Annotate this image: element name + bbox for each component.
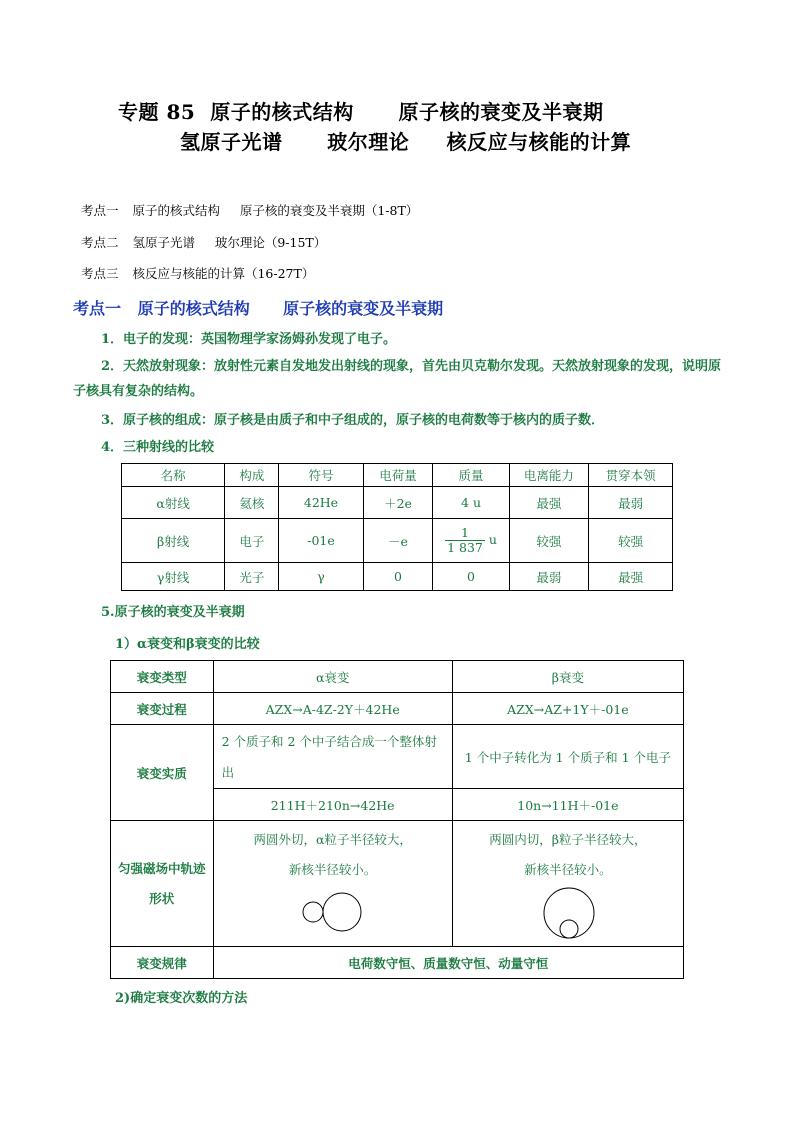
- row-label: 衰变过程: [111, 693, 214, 725]
- toc-item-3: [73, 249, 314, 282]
- table-cell: 0: [433, 563, 509, 591]
- header-cell: 电荷量: [363, 464, 433, 487]
- table-row: [111, 947, 684, 979]
- external-tangent-circles-icon: [288, 887, 378, 935]
- title-line-2: 氢原子光谱 玻尔理论 核反应与核能的计算: [180, 130, 632, 154]
- header-cell: 符号: [279, 464, 363, 487]
- decay-law: 电荷数守恒、质量数守恒、动量守恒: [213, 947, 683, 979]
- alpha-process: AZX→A-4Z-2Y＋42He: [213, 693, 452, 725]
- section-heading: 考点一 原子的核式结构 原子核的衰变及半衰期: [73, 299, 444, 318]
- paragraph-3: 3．原子核的组成：原子核是由质子和中子组成的，原子核的电荷数等于核内的质子数．: [101, 413, 605, 428]
- beta-essence: 1 个中子转化为 1 个质子和 1 个电子: [452, 725, 683, 789]
- table-cell: 4 u: [433, 487, 509, 519]
- row-label: 衰变规律: [111, 947, 214, 979]
- table-row: [111, 725, 684, 789]
- toc-label: 考点二: [80, 235, 119, 250]
- paragraph-4: 4．三种射线的比较: [101, 440, 215, 455]
- header-cell: 贯穿本领: [589, 464, 673, 487]
- header-cell: β衰变: [452, 661, 683, 693]
- table-cell: -01e: [279, 519, 363, 563]
- toc-label: 考点一: [80, 203, 119, 218]
- header-cell: 电离能力: [509, 464, 589, 487]
- toc-label: 考点三: [80, 266, 119, 281]
- header-cell: 质量: [433, 464, 509, 487]
- table-cell: α射线: [122, 487, 225, 519]
- table-cell: 0: [363, 563, 433, 591]
- header-cell: α衰变: [213, 661, 452, 693]
- header-cell: 衰变类型: [111, 661, 214, 693]
- title-line-1: 专题 85 原子的核式结构 原子核的衰变及半衰期: [118, 100, 604, 124]
- alpha-equation: 211H＋210n→42He: [213, 789, 452, 821]
- paragraph-2: 2．天然放射现象：放射性元素自发地发出射线的现象，首先由贝克勒尔发现。天然放射现象的发现，说明原子核具有复杂的结构。: [73, 359, 722, 399]
- subheading-1: 1）α衰变和β衰变的比较: [115, 637, 260, 652]
- table-cell: ＋2e: [363, 487, 433, 519]
- table-header-row: [122, 464, 673, 487]
- fraction-denominator: 1 837: [447, 540, 483, 555]
- table-cell: 氦核: [225, 487, 279, 519]
- table-cell: 较强: [509, 519, 589, 563]
- beta-equation: 10n→11H＋-01e: [452, 789, 683, 821]
- table-cell: 最弱: [509, 563, 589, 591]
- row-label: 衰变实质: [111, 725, 214, 821]
- table-cell: －e: [363, 519, 433, 563]
- table-cell: γ射线: [122, 563, 225, 591]
- alpha-essence: 2 个质子和 2 个中子结合成一个整体射出: [213, 725, 452, 789]
- rays-table: [121, 463, 673, 591]
- fraction: [445, 526, 485, 555]
- beta-process: AZX→AZ+1Y＋-01e: [452, 693, 683, 725]
- table-cell: 较强: [589, 519, 673, 563]
- alpha-track-cell: [213, 821, 452, 947]
- decay-table: [110, 660, 684, 979]
- internal-tangent-circles-icon: [533, 885, 603, 941]
- table-row: [111, 821, 684, 947]
- fraction-numerator: 1: [445, 526, 485, 541]
- table-cell: 光子: [225, 563, 279, 591]
- toc-text: 核反应与核能的计算（16-27T）: [132, 266, 315, 281]
- toc-text: 原子的核式结构 原子核的衰变及半衰期（1-8T）: [132, 203, 419, 218]
- table-cell: 最强: [589, 563, 673, 591]
- beta-track-cell: [452, 821, 683, 947]
- table-row: [122, 487, 673, 519]
- toc-item-2: [73, 218, 326, 251]
- alpha-track-text-2: 新核半径较小。: [288, 862, 377, 877]
- table-cell: 42He: [279, 487, 363, 519]
- row-label: 匀强磁场中轨迹形状: [111, 821, 214, 947]
- mass-unit: u: [488, 532, 497, 547]
- table-cell: 最弱: [589, 487, 673, 519]
- table-cell: γ: [279, 563, 363, 591]
- subheading-2: 2)确定衰变次数的方法: [115, 991, 248, 1006]
- table-cell: 电子: [225, 519, 279, 563]
- toc-item-1: [73, 186, 418, 219]
- beta-mass-cell: [433, 519, 509, 563]
- header-cell: 名称: [122, 464, 225, 487]
- table-row: [111, 693, 684, 725]
- toc-text: 氢原子光谱 玻尔理论（9-15T）: [132, 235, 327, 250]
- beta-track-text-1: 两圆内切，β粒子半径较大，: [489, 832, 647, 847]
- paragraph-1: 1．电子的发现：英国物理学家汤姆孙发现了电子。: [101, 332, 397, 347]
- table-header-row: [111, 661, 684, 693]
- alpha-track-text-1: 两圆外切，α粒子半径较大，: [253, 832, 412, 847]
- table-row: [122, 563, 673, 591]
- header-cell: 构成: [225, 464, 279, 487]
- paragraph-5: 5.原子核的衰变及半衰期: [101, 605, 245, 620]
- table-row: [122, 519, 673, 563]
- beta-track-text-2: 新核半径较小。: [524, 862, 612, 877]
- table-cell: 最强: [509, 487, 589, 519]
- table-cell: β射线: [122, 519, 225, 563]
